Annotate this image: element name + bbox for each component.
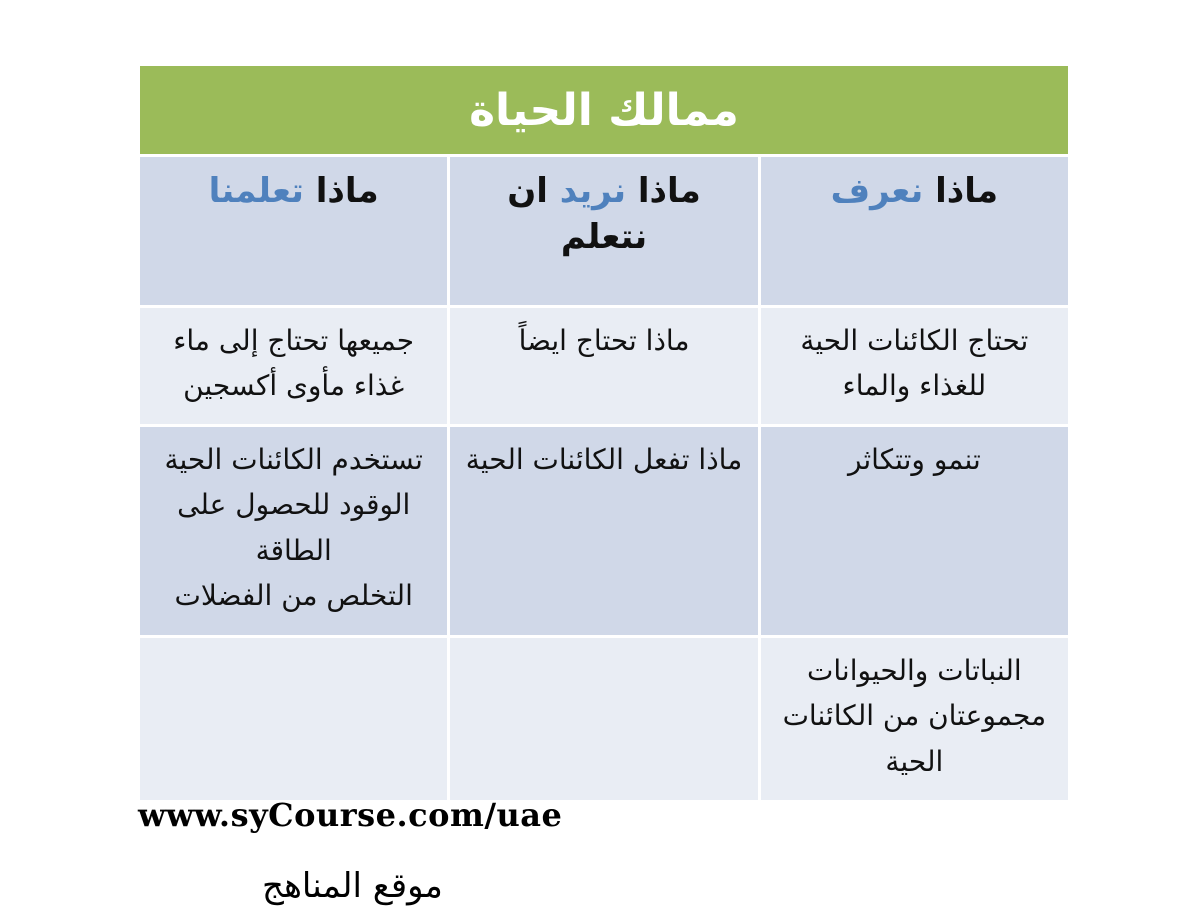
kwl-table	[137, 63, 1071, 803]
header-know	[759, 156, 1069, 307]
cell-learned: جميعها تحتاج إلى ماء غذاء مأوى أكسجين	[139, 307, 449, 426]
table-title: ممالك الحياة	[139, 65, 1070, 156]
cell-want: ماذا تحتاج ايضاً	[449, 307, 759, 426]
cell-learned	[139, 637, 449, 802]
table-row	[139, 426, 1070, 637]
header-want-lead: ماذا	[637, 171, 701, 211]
header-want	[449, 156, 759, 307]
header-know-lead: ماذا	[935, 171, 999, 211]
cell-want: ماذا تفعل الكائنات الحية	[449, 426, 759, 637]
cell-know: النباتات والحيوانات مجموعتان من الكائنات الحية	[759, 637, 1069, 802]
website-url[interactable]: www.syCourse.com/uae	[138, 796, 563, 834]
header-want-tail: ان نتعلم	[507, 171, 648, 257]
header-learned-accent: تعلمنا	[208, 171, 304, 211]
table-row	[139, 307, 1070, 426]
cell-know: تحتاج الكائنات الحية للغذاء والماء	[759, 307, 1069, 426]
site-name: موقع المناهج	[262, 866, 443, 906]
header-learned-lead: ماذا	[315, 171, 379, 211]
header-want-accent: نريد	[559, 171, 627, 211]
cell-want	[449, 637, 759, 802]
cell-know: تنمو وتتكاثر	[759, 426, 1069, 637]
cell-learned: تستخدم الكائنات الحية الوقود للحصول على الطاقة التخلص من الفضلات	[139, 426, 449, 637]
header-know-accent: نعرف	[830, 171, 924, 211]
header-row	[139, 156, 1070, 307]
table-row	[139, 637, 1070, 802]
header-learned	[139, 156, 449, 307]
